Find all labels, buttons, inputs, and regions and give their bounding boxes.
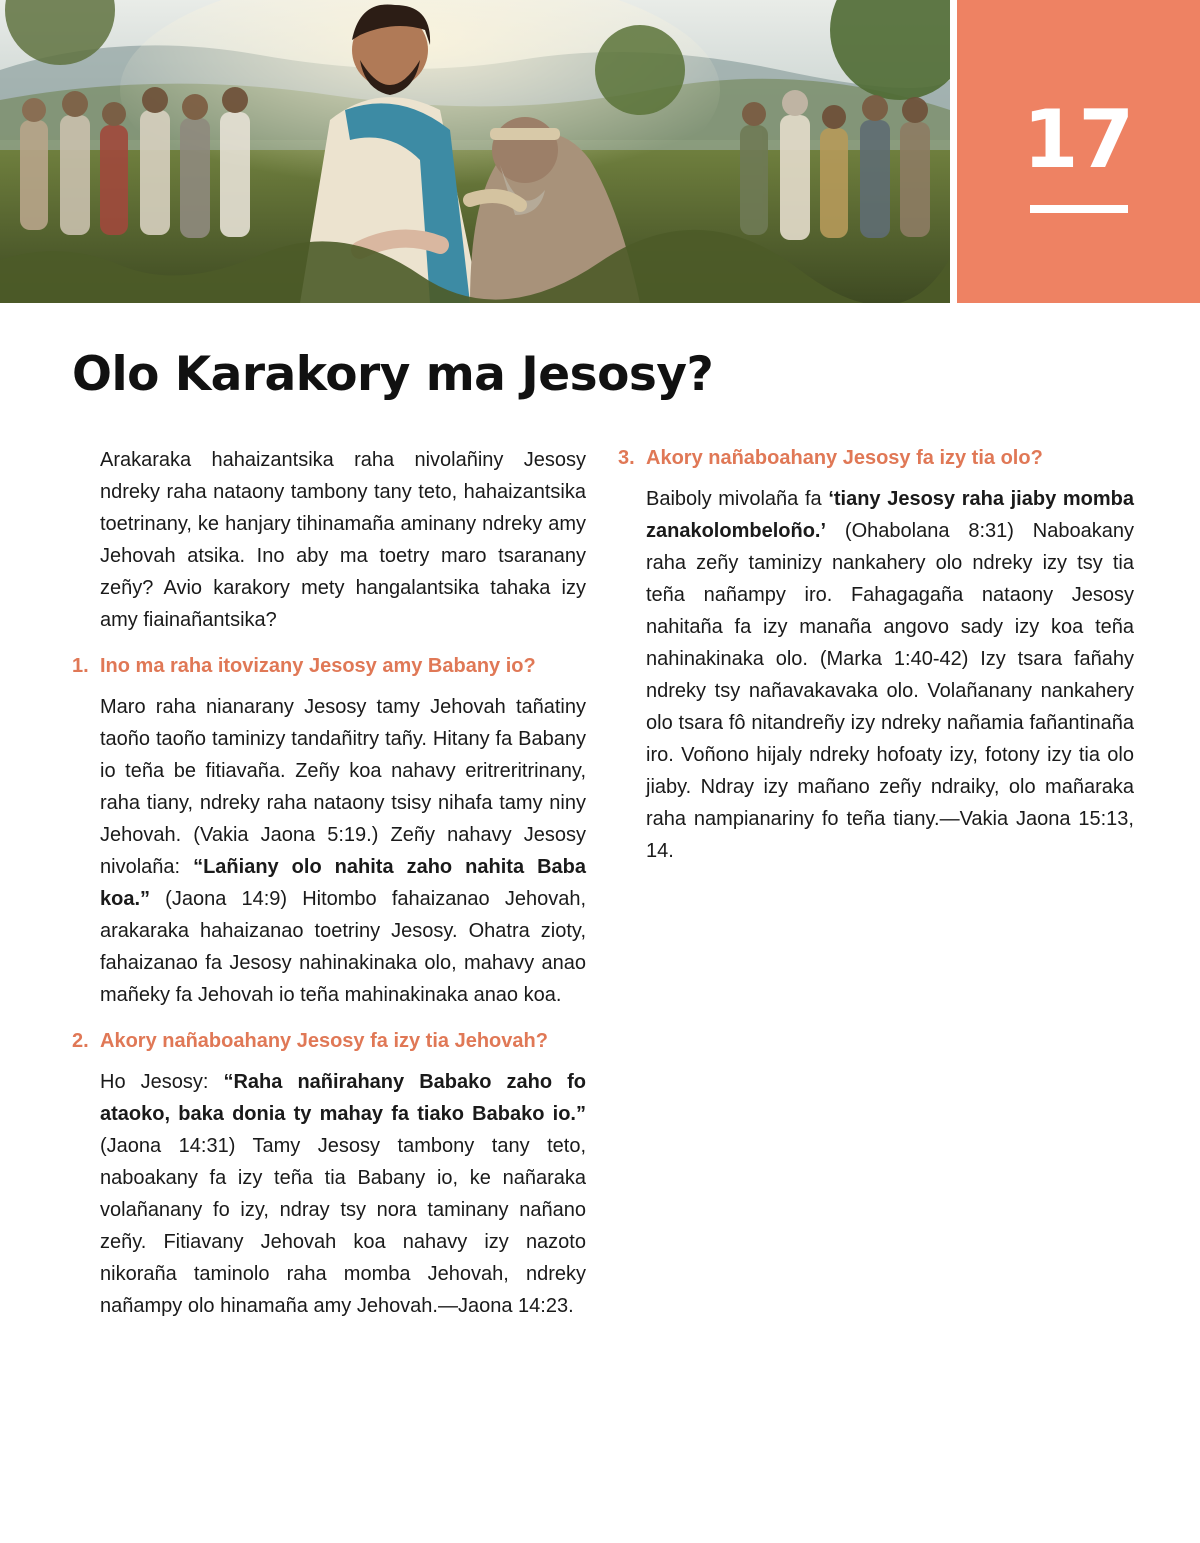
section-number: 1. <box>72 655 89 677</box>
body-quote: ‘tiany Jesosy raha jiaby momba zanakolombeloño.’ <box>646 488 1134 542</box>
body-text: Maro raha nianarany Jesosy tamy Jehovah tañatiny taoño taoño taminizy tandañitry tañy. Hitany fa Babany io teña be fitiavaña. Zeñy koa nahavy eritreritrinany, raha tiany, ndreky raha nataony tsisy nihafa tamy niny Jehovah. (Vakia Jaona 5:19.) Zeñy nahavy Jesosy nivolaña: <box>100 696 586 878</box>
body-text: Ho Jesosy: <box>100 1071 224 1093</box>
intro-paragraph: Arakaraka hahaizantsika raha nivolañiny Jesosy ndreky raha nataony tambony tany teto, hahaizantsika toetrinany, ke hanjary tihinamaña aminany ndreky amy Jehovah atsika. Ino aby ma toetry maro tsaranany zeñy? Avio karakory mety hangalantsika tahaka izy amy fiainañantsika? <box>100 449 586 631</box>
body-quote: “Lañiany olo nahita zaho nahita Baba koa.” <box>100 856 586 910</box>
section-heading-text: Akory nañaboahany Jesosy fa izy tia Jehovah? <box>100 1030 548 1052</box>
section-number: 2. <box>72 1030 89 1052</box>
section-heading-2 <box>72 1027 586 1056</box>
section-heading-text: Akory nañaboahany Jesosy fa izy tia olo? <box>646 447 1043 469</box>
section-number: 3. <box>618 447 635 469</box>
body-text: (Jaona 14:31) Tamy Jesosy tambony tany teto, naboakany fa izy teña tia Babany io, ke nañaraka volañanany fo izy, ndray tsy nora taminany nañano zeñy. Fitiavany Jehovah koa nahavy izy nazoto nikoraña taminolo raha momba Jehovah, ndreky nañampy olo hinamaña amy Jehovah.—Jaona 14:23. <box>100 1135 586 1317</box>
right-column <box>618 444 1134 867</box>
section-heading-3 <box>618 444 1134 473</box>
body-quote: “Raha nañirahany Babako zaho fo ataoko, baka donia ty mahay fa tiako Babako io.” <box>100 1071 586 1125</box>
lesson-number-box <box>957 0 1200 303</box>
section-heading-1 <box>72 652 586 681</box>
body-text: (Jaona 14:9) Hitombo fahaizanao Jehovah, arakaraka hahaizanao toetriny Jesosy. Ohatra zioty, fahaizanao fa Jesosy nahinakinaka olo, mahavy anao mañeky fa Jehovah io teña mahinakinaka anao koa. <box>100 888 586 1006</box>
hero-illustration <box>0 0 950 303</box>
section-body-2 <box>100 1066 586 1322</box>
section-heading-text: Ino ma raha itovizany Jesosy amy Babany io? <box>100 655 536 677</box>
section-body-1 <box>100 691 586 1011</box>
lesson-number: 17 <box>1022 93 1135 186</box>
lesson-number-underline <box>1030 205 1128 213</box>
left-column <box>72 444 586 1322</box>
hero-image <box>0 0 950 303</box>
page-title: Olo Karakory ma Jesosy? <box>72 347 714 402</box>
body-text: Baiboly mivolaña fa <box>646 488 829 510</box>
body-text: (Ohabolana 8:31) Naboakany raha zeñy taminizy nankahery olo ndreky izy tsy tia teña nañampy iro. Fahagagaña nataony Jesosy nahitaña fa izy manaña angovo sady izy koa teña nahinakinaka olo. (Marka 1:40-42) Izy tsara fañahy ndreky tsy nañavakavaka olo. Volañanany nankahery olo tsara fô nitandreñy izy ndreky nañamia fañantinaña iro. Voñono hijaly ndreky hofoaty izy, fotony izy tia olo jiaby. Ndray izy mañano zeñy ndraiky, olo mañaraka raha nampianariny fo teña tiany.—Vakia Jaona 15:13, 14. <box>646 520 1134 862</box>
section-body-3 <box>646 483 1134 867</box>
